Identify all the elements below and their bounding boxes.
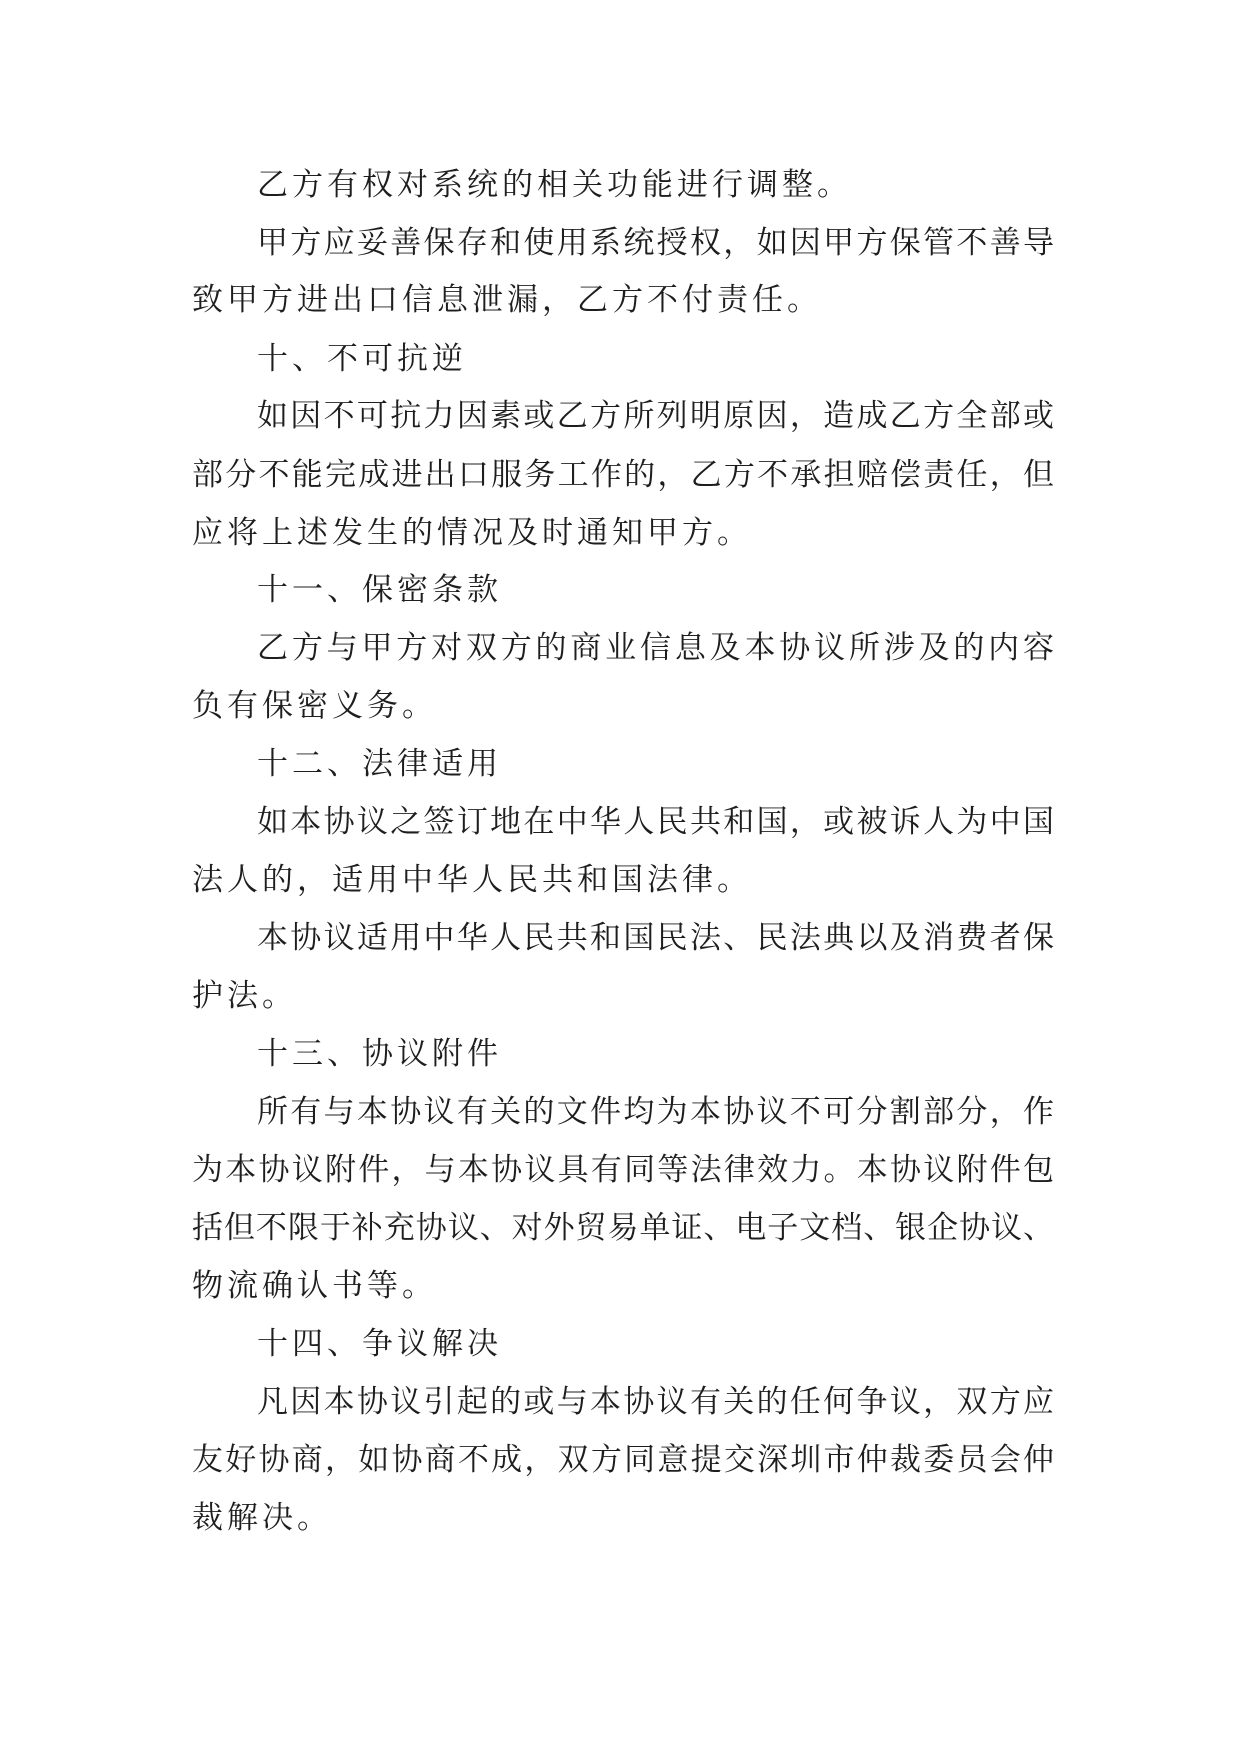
paragraph-line: 应将上述发生的情况及时通知甲方。 <box>192 515 752 551</box>
paragraph-line: 负有保密义务。 <box>192 688 437 724</box>
paragraph-line: 本协议适用中华人民共和国民法、民法典以及消费者保 <box>257 920 1054 956</box>
paragraph-line: 如因不可抗力因素或乙方所列明原因，造成乙方全部或 <box>257 398 1054 434</box>
paragraph-line: 友好协商，如协商不成，双方同意提交深圳市仲裁委员会仲 <box>192 1442 1054 1478</box>
paragraph-line: 裁解决。 <box>192 1500 332 1536</box>
section-heading: 十、不可抗逆 <box>257 341 467 377</box>
section-heading: 十三、协议附件 <box>257 1036 502 1072</box>
section-heading: 十一、保密条款 <box>257 572 502 608</box>
paragraph-line: 乙方有权对系统的相关功能进行调整。 <box>257 167 852 203</box>
section-heading: 十四、争议解决 <box>257 1326 502 1362</box>
paragraph-line: 如本协议之签订地在中华人民共和国，或被诉人为中国 <box>257 804 1054 840</box>
paragraph-line: 乙方与甲方对双方的商业信息及本协议所涉及的内容 <box>257 630 1054 666</box>
paragraph-line: 所有与本协议有关的文件均为本协议不可分割部分，作 <box>257 1094 1054 1130</box>
paragraph-line: 法人的，适用中华人民共和国法律。 <box>192 862 752 898</box>
paragraph-line: 物流确认书等。 <box>192 1268 437 1304</box>
paragraph-line: 部分不能完成进出口服务工作的，乙方不承担赔偿责任，但 <box>192 457 1054 493</box>
paragraph-line: 致甲方进出口信息泄漏，乙方不付责任。 <box>192 282 822 318</box>
section-heading: 十二、法律适用 <box>257 746 502 782</box>
paragraph-line: 为本协议附件，与本协议具有同等法律效力。本协议附件包 <box>192 1152 1054 1188</box>
paragraph-line: 括但不限于补充协议、对外贸易单证、电子文档、银企协议、 <box>192 1210 1054 1246</box>
paragraph-line: 甲方应妥善保存和使用系统授权，如因甲方保管不善导 <box>257 225 1054 261</box>
paragraph-line: 凡因本协议引起的或与本协议有关的任何争议，双方应 <box>257 1384 1054 1420</box>
paragraph-line: 护法。 <box>192 978 297 1014</box>
